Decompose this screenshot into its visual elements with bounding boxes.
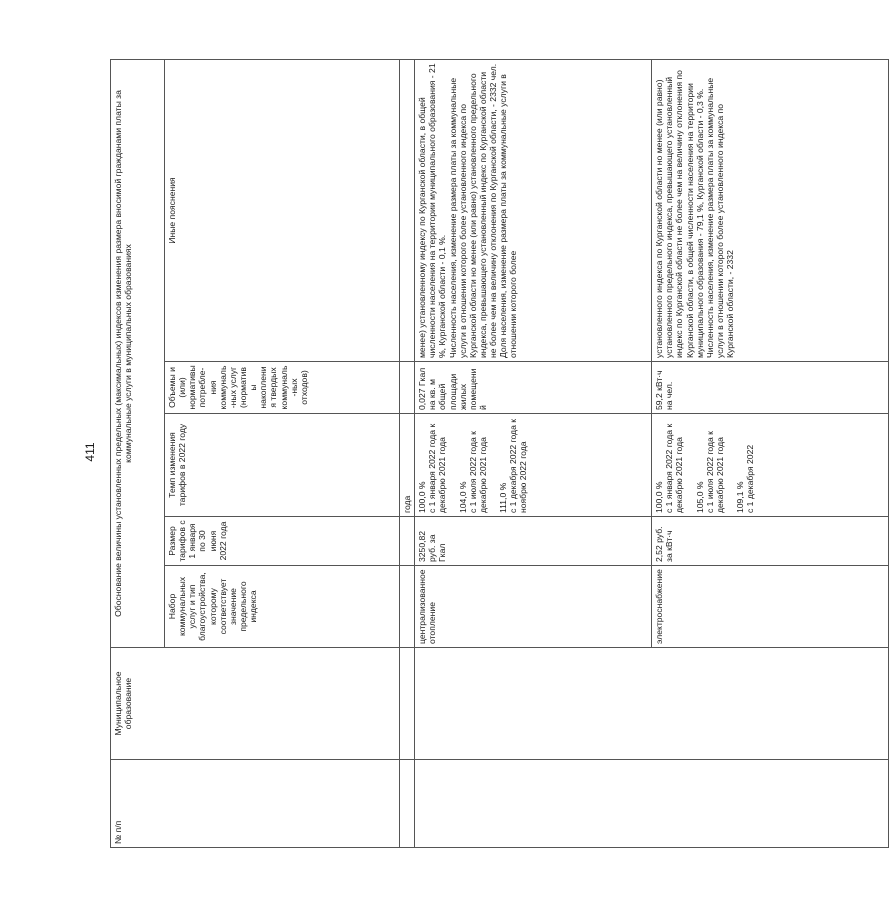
cell-service: электроснабжение — [652, 566, 889, 648]
cell-rates — [652, 414, 889, 517]
cell-volume: 0,027 Гкал на кв. м общей площади жилых помещений — [415, 362, 652, 414]
rate-segment: 100,0 % с 1 января 2022 года к декабрю 2021 года — [654, 423, 685, 513]
cell-notes: установленного индекса по Курганской области но менее (или равно) установленного предельного индекса, превышающего установленный индекс по Курганской области не более чем на величину отклонения по Курганской области, в общей численности населения на территории муниципального образования - 79,1 %, Курганской области - 0,3 %. Численность населения, изменение размера платы за коммунальные услуги в отношении которого более установленного индекса по Курганской области, - 2332 — [652, 60, 889, 362]
justification-table — [110, 59, 889, 848]
header-justification: Обоснование величины установленных предельных (максимальных) индексов изменения размера вносимой гражданами платы за коммунальные услуги в муниципальных образованиях — [111, 60, 165, 648]
header-num: № п/п — [111, 760, 400, 848]
cell-volume: 59,2 кВт·ч на чел. — [652, 362, 889, 414]
header-tariff-size: Размер тарифов с 1 января по 30 июня 2022 года — [165, 517, 400, 566]
page-number: 411 — [83, 442, 97, 462]
cell-service: централизованное отопление — [415, 566, 652, 648]
header-municipality: Муниципальное образование — [111, 648, 400, 760]
gap-row — [400, 60, 415, 848]
cell-municipality — [415, 648, 889, 760]
rate-segment: 109,1 % с 1 декабря 2022 — [734, 444, 756, 513]
cell-tariff: 2,52 руб. за кВт·ч — [652, 517, 889, 566]
cell-rates — [415, 414, 652, 517]
rate-segment: 111,0 % с 1 декабря 2022 года к ноябрю 2022 года — [497, 418, 529, 513]
rotated-document-sheet — [110, 60, 756, 848]
header-tariff-rate: Темп изменения тарифов в 2022 году — [165, 414, 400, 517]
cell-num — [415, 760, 889, 848]
table-row — [415, 60, 652, 848]
rate-segment: 100,0 % с 1 января 2022 года к декабрю 2021 года — [417, 423, 448, 513]
prev-rate-tail: года — [400, 414, 415, 517]
header-notes: Иные пояснения — [165, 60, 400, 362]
cell-notes: менее) установленному индексу по Курганской области, в общей численности населения на территории муниципального образования - 21 %, Курганской области - 0,1 %. Численность населения, изменение размера платы за коммунальные услуги в отношении которого более установленного индекса по Курганской области но менее (или равно) установленного предельного индекса, превышающего установленный индекс по Курганской области не более чем на величину отклонения по Курганской области, - 2332 чел. Доля населения, изменение размера платы за коммунальные услуги в отношении которого более — [415, 60, 652, 362]
header-service-set: Набор коммунальных услуг и тип благоустройства, которому соответствует значение предельного индекса — [165, 566, 400, 648]
cell-tariff: 3250,82 руб. за Гкал — [415, 517, 652, 566]
header-volume: Объемы и (или) нормативы потребле-ния коммуналь-ных услуг (нормативы накопления твердых коммуналь-ных отходов) — [165, 362, 400, 414]
rate-segment: 105,0 % с 1 июля 2022 года к декабрю 2021 года — [694, 431, 725, 513]
rate-segment: 104,0 % с 1 июля 2022 года к декабрю 2021 года — [457, 431, 488, 513]
